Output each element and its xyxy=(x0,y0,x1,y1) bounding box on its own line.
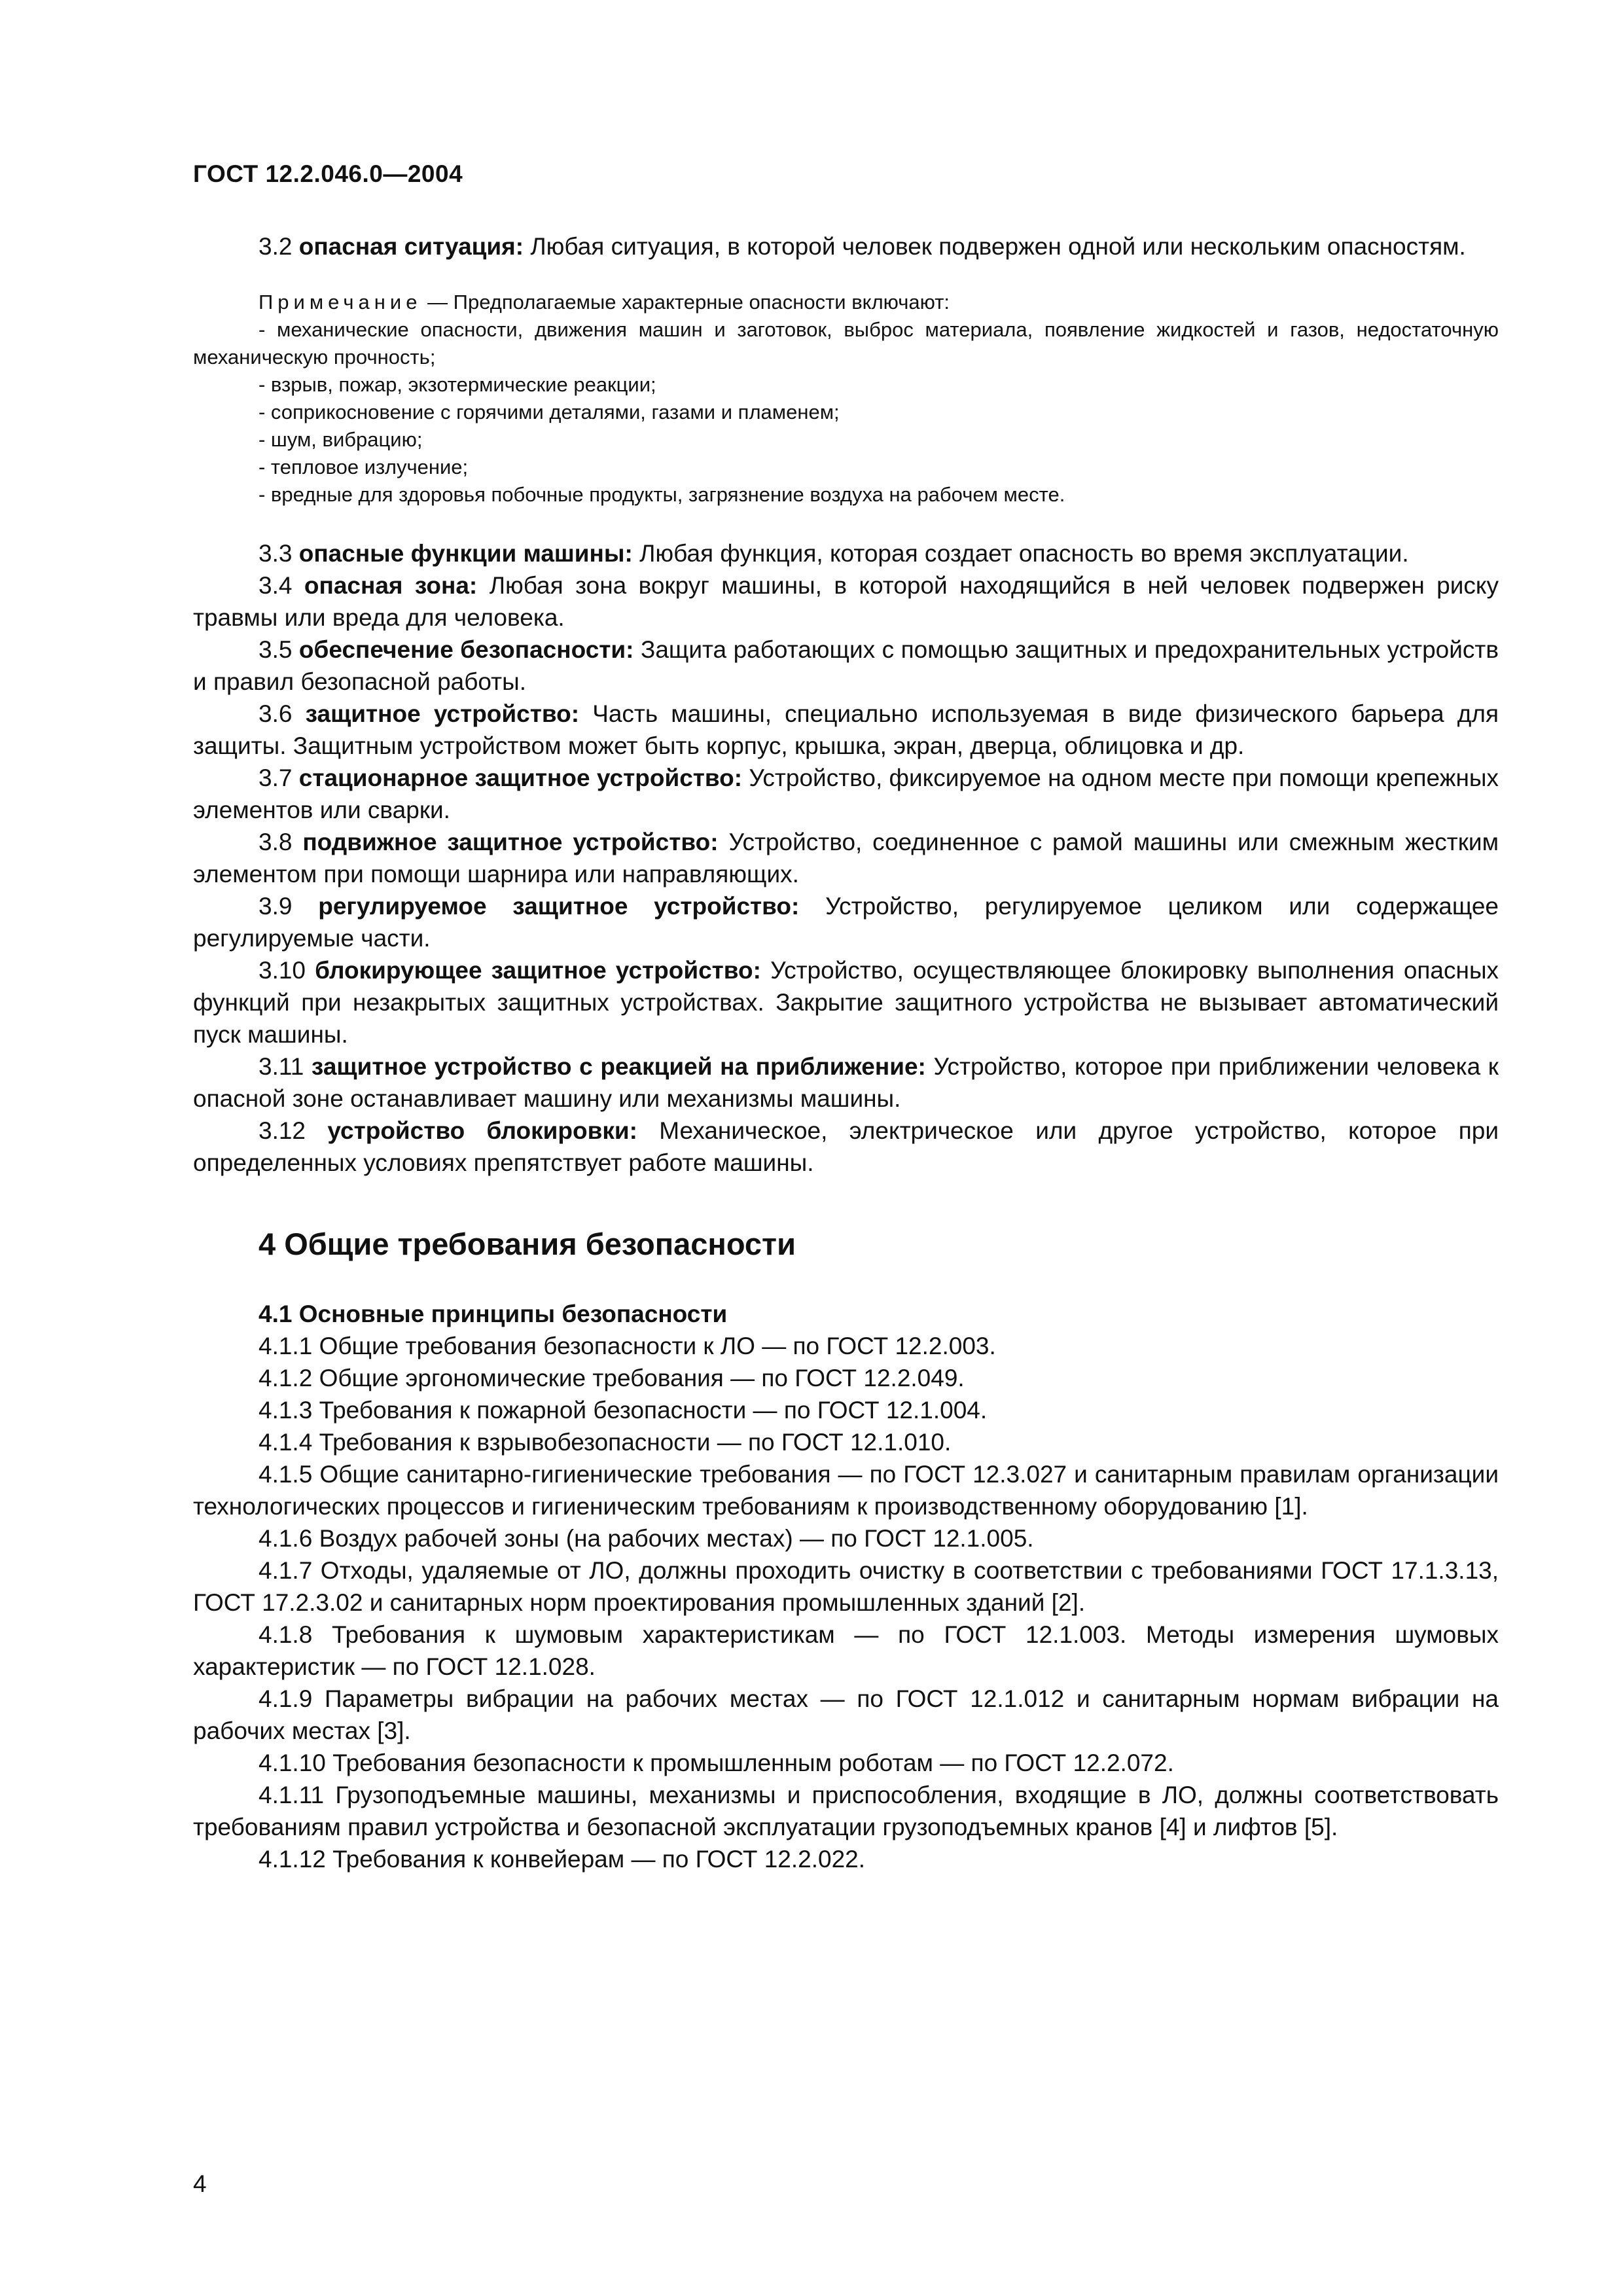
requirement-number: 4.1.5 xyxy=(259,1461,313,1488)
requirement-number: 4.1.1 xyxy=(259,1333,313,1359)
definition-number: 3.10 xyxy=(259,957,306,984)
definitions-block-a xyxy=(193,230,1499,262)
definition-number: 3.2 xyxy=(259,233,293,260)
note-block xyxy=(193,289,1499,509)
requirement-text: Требования безопасности к промышленным роботам — по ГОСТ 12.2.072. xyxy=(332,1749,1174,1776)
definition-item xyxy=(193,826,1499,890)
definition-item xyxy=(193,698,1499,762)
requirement-number: 4.1.9 xyxy=(259,1685,313,1712)
requirement-number: 4.1.12 xyxy=(259,1846,326,1873)
requirement-item xyxy=(193,1619,1499,1683)
requirement-text: Грузоподъемные машины, механизмы и приспособления, входящие в ЛО, должны соответствовать требованиям правил устройства и безопасной эксплуатации грузоподъемных кранов [4] и лифтов [5]. xyxy=(193,1782,1499,1840)
page-number: 4 xyxy=(193,2170,207,2197)
requirement-text: Параметры вибрации на рабочих местах — по ГОСТ 12.1.012 и санитарным нормам вибрации на рабочих местах [3]. xyxy=(193,1685,1499,1744)
requirement-text: Отходы, удаляемые от ЛО, должны проходить очистку в соответствии с требованиями ГОСТ 17.1.3.13, ГОСТ 17.2.3.02 и санитарных норм проектирования промышленных зданий [2]. xyxy=(193,1557,1499,1616)
subsection-4-1-heading: 4.1 Основные принципы безопасности xyxy=(259,1300,728,1327)
definition-number: 3.5 xyxy=(259,636,293,663)
requirement-text: Требования к шумовым характеристикам — по ГОСТ 12.1.003. Методы измерения шумовых характеристик — по ГОСТ 12.1.028. xyxy=(193,1621,1499,1680)
requirement-number: 4.1.2 xyxy=(259,1365,313,1391)
definition-item xyxy=(193,230,1499,262)
definition-term: регулируемое защитное устройство: xyxy=(318,893,800,920)
definition-item xyxy=(193,634,1499,698)
definition-text: Любая ситуация, в которой человек подвержен одной или нескольким опасностям. xyxy=(530,233,1466,260)
requirement-text: Требования к взрывобезопасности — по ГОСТ 12.1.010. xyxy=(319,1429,952,1456)
definition-text: Защита работающих с помощью защитных и предохранительных устройств и правил безопасной работы. xyxy=(193,636,1499,695)
definition-item xyxy=(193,890,1499,954)
definition-number: 3.9 xyxy=(259,893,293,920)
requirement-item xyxy=(193,1426,1499,1458)
requirement-text: Требования к пожарной безопасности — по ГОСТ 12.1.004. xyxy=(319,1397,988,1424)
definition-term: стационарное защитное устройство: xyxy=(298,764,743,791)
note-list-item: - шум, вибрацию; xyxy=(259,428,423,451)
requirement-item xyxy=(193,1394,1499,1426)
requirement-number: 4.1.7 xyxy=(259,1557,313,1584)
requirement-number: 4.1.3 xyxy=(259,1397,313,1424)
note-list xyxy=(193,316,1499,509)
requirement-item xyxy=(193,1458,1499,1522)
definition-term: обеспечение безопасности: xyxy=(298,636,634,663)
requirement-number: 4.1.8 xyxy=(259,1621,313,1648)
definition-item xyxy=(193,1115,1499,1179)
definition-term: опасные функции машины: xyxy=(298,540,633,567)
section-4-heading: 4 Общие требования безопасности xyxy=(259,1227,796,1261)
definition-text: Устройство, соединенное с рамой машины или смежным жестким элементом при помощи шарнира или направляющих. xyxy=(193,829,1499,888)
requirement-number: 4.1.4 xyxy=(259,1429,313,1456)
definition-term: опасная ситуация: xyxy=(298,233,524,260)
definition-text: Устройство, которое при приближении человека к опасной зоне останавливает машину или механизмы машины. xyxy=(193,1053,1499,1112)
requirement-text: Требования к конвейерам — по ГОСТ 12.2.022. xyxy=(332,1846,866,1873)
definition-text: Устройство, регулируемое целиком или содержащее регулируемые части. xyxy=(193,893,1499,952)
requirement-item xyxy=(193,1747,1499,1779)
requirement-item xyxy=(193,1554,1499,1619)
note-label: Примечание xyxy=(259,291,422,314)
definition-term: защитное устройство: xyxy=(305,700,580,727)
requirement-item xyxy=(193,1522,1499,1554)
definition-number: 3.12 xyxy=(259,1117,306,1144)
requirement-text: Общие эргономические требования — по ГОСТ 12.2.049. xyxy=(319,1365,965,1391)
definition-text: Любая зона вокруг машины, в которой находящийся в ней человек подвержен риску травмы или вреда для человека. xyxy=(193,572,1499,631)
requirement-item xyxy=(193,1843,1499,1875)
requirement-number: 4.1.11 xyxy=(259,1782,325,1808)
definition-item xyxy=(193,762,1499,826)
definition-term: подвижное защитное устройство: xyxy=(302,829,719,855)
definition-term: защитное устройство с реакцией на приближение: xyxy=(311,1053,926,1080)
definition-text: Устройство, осуществляющее блокировку выполнения опасных функций при незакрытых защитных устройствах. Закрытие защитного устройства не вызывает автоматический пуск машины. xyxy=(193,957,1499,1048)
definition-number: 3.4 xyxy=(259,572,293,599)
definition-text: Устройство, фиксируемое на одном месте при помощи крепежных элементов или сварки. xyxy=(193,764,1499,823)
definition-item xyxy=(193,569,1499,634)
note-list-item: - соприкосновение с горячими деталями, газами и пламенем; xyxy=(259,401,840,423)
definition-term: устройство блокировки: xyxy=(327,1117,637,1144)
requirement-item xyxy=(193,1362,1499,1394)
note-list-item: - взрыв, пожар, экзотермические реакции; xyxy=(259,373,656,396)
note-intro xyxy=(193,289,1499,316)
requirement-number: 4.1.10 xyxy=(259,1749,326,1776)
definition-item xyxy=(193,954,1499,1050)
definition-term: блокирующее защитное устройство: xyxy=(315,957,761,984)
definition-number: 3.8 xyxy=(259,829,293,855)
definition-item xyxy=(193,1050,1499,1115)
requirement-item xyxy=(193,1779,1499,1843)
definition-number: 3.6 xyxy=(259,700,293,727)
note-intro-text: — Предполагаемые характерные опасности включают: xyxy=(427,291,950,314)
definition-text: Любая функция, которая создает опасность во время эксплуатации. xyxy=(639,540,1409,567)
requirement-text: Воздух рабочей зоны (на рабочих местах) — по ГОСТ 12.1.005. xyxy=(319,1525,1034,1552)
requirement-item xyxy=(193,1330,1499,1362)
definition-number: 3.11 xyxy=(259,1053,304,1080)
note-list-item: - тепловое излучение; xyxy=(259,456,469,478)
requirement-text: Общие требования безопасности к ЛО — по ГОСТ 12.2.003. xyxy=(319,1333,996,1359)
definition-number: 3.3 xyxy=(259,540,293,567)
requirement-number: 4.1.6 xyxy=(259,1525,313,1552)
definitions-block-b xyxy=(193,537,1499,1179)
note-list-item: - механические опасности, движения машин и заготовок, выброс материала, появление жидкостей и газов, недостаточную механическую прочность; xyxy=(193,318,1499,368)
requirement-text: Общие санитарно-гигиенические требования — по ГОСТ 12.3.027 и санитарным правилам организации технологических процессов и гигиеническим требованиям к производственному оборудованию [1]. xyxy=(193,1461,1499,1520)
definition-text: Механическое, электрическое или другое устройство, которое при определенных условиях препятствует работе машины. xyxy=(193,1117,1499,1176)
requirement-item xyxy=(193,1683,1499,1747)
definition-term: опасная зона: xyxy=(304,572,478,599)
definition-text: Часть машины, специально используемая в виде физического барьера для защиты. Защитным устройством может быть корпус, крышка, экран, дверца, облицовка и др. xyxy=(193,700,1499,759)
definition-item xyxy=(193,537,1499,569)
document-body xyxy=(193,230,1499,1875)
definition-number: 3.7 xyxy=(259,764,293,791)
document-header: ГОСТ 12.2.046.0—2004 xyxy=(193,160,463,187)
note-list-item: - вредные для здоровья побочные продукты, загрязнение воздуха на рабочем месте. xyxy=(259,483,1065,506)
section-4-1-list xyxy=(193,1330,1499,1875)
